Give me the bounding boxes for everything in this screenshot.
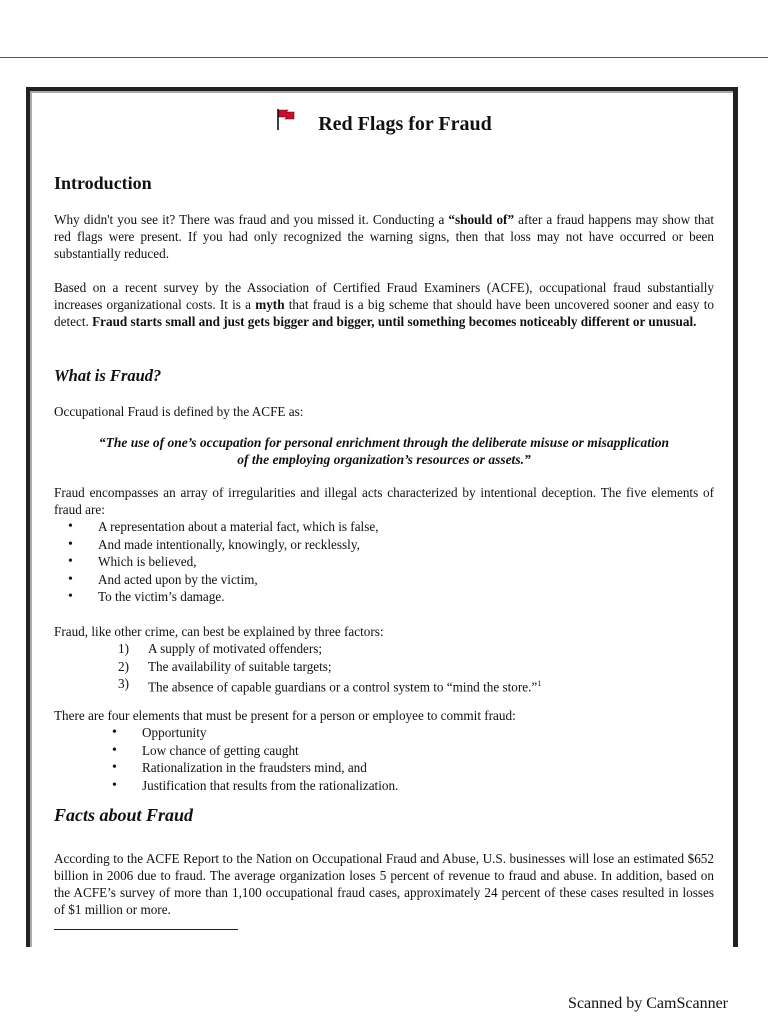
acfe-quote-text: “The use of one’s occupation for personal enrichment through the deliberate misuse or misapplication of the employing organization’s resources or assets.”: [98, 435, 670, 467]
what-is-fraud-heading: What is Fraud?: [54, 366, 162, 385]
four-elements-list: [98, 724, 714, 794]
definition-intro: [54, 403, 714, 420]
facts-heading: Facts about Fraud: [54, 805, 194, 825]
top-divider: [0, 57, 768, 58]
intro-p2-text-a: Based on a recent survey by the Association of Certified Fraud Examiners (ACFE), occupational fraud substantially increases organizational costs. It is a: [54, 280, 714, 312]
page-title: Red Flags for Fraud: [318, 113, 492, 135]
list-item: • Rationalization in the fraudsters mind, and: [98, 759, 714, 777]
intro-p1-bold: “should of”: [448, 212, 515, 227]
scanner-watermark: Scanned by CamScanner: [568, 995, 728, 1012]
encompasses-paragraph: [54, 484, 714, 518]
list-text: The availability of suitable targets;: [148, 658, 332, 674]
three-factors-list: [118, 640, 714, 696]
list-item: • Opportunity: [98, 724, 714, 742]
list-item: • And acted upon by the victim,: [54, 571, 714, 589]
intro-p2-bold: Fraud starts small and just gets bigger and bigger, until something becomes noticeably different or unusual.: [92, 314, 697, 329]
list-text: A supply of motivated offenders;: [148, 641, 323, 656]
intro-p2-text-b: that fraud is a big scheme that should have been uncovered sooner and easy to detect.: [54, 297, 714, 329]
list-item: • And made intentionally, knowingly, or recklessly,: [54, 536, 714, 554]
definition-intro-text: Occupational Fraud is defined by the ACFE as:: [54, 404, 304, 419]
facts-paragraph: [54, 850, 714, 918]
list-item: [118, 658, 714, 676]
four-elements-intro-text: There are four elements that must be present for a person or employee to commit fraud:: [54, 708, 516, 723]
list-item: [118, 640, 714, 658]
list-number: 2): [118, 658, 129, 674]
red-flag-icon: [276, 107, 296, 136]
footnote-divider: [54, 929, 238, 930]
list-item: [118, 675, 714, 696]
acfe-quote: [94, 434, 674, 468]
facts-text: According to the ACFE Report to the Nation on Occupational Fraud and Abuse, U.S. businesses will lose an estimated $652 billion in 2006 due to fraud. The average organization loses 5 percent of revenue to fraud and abuse. In addition, based on the ACFE’s survey of more than 1,100 occupational fraud cases, approximately 24 percent of these cases resulted in losses of $1 million or more.: [54, 851, 714, 917]
factors-intro: [54, 623, 714, 640]
document-frame: [26, 87, 738, 947]
list-number: 1): [118, 641, 129, 656]
list-item: • A representation about a material fact, which is false,: [54, 518, 714, 536]
factors-intro-text: Fraud, like other crime, can best be explained by three factors:: [54, 624, 384, 639]
intro-p2-myth: myth: [255, 297, 285, 312]
list-item: • Justification that results from the rationalization.: [98, 777, 714, 795]
intro-paragraph-2: [54, 279, 714, 330]
intro-paragraph-1: [54, 211, 714, 262]
intro-p1-text-b: after a fraud happens may show that red flags were present. If you had only recognized the warning signs, then that loss may not have occurred or been substantially reduced.: [54, 212, 714, 261]
list-item: • Low chance of getting caught: [98, 742, 714, 760]
footnote-mark: 1: [537, 679, 542, 688]
intro-p1-text-a: Why didn't you see it? There was fraud and you missed it. Conducting a: [54, 212, 449, 227]
list-number: 3): [118, 676, 129, 691]
list-item: • To the victim’s damage.: [54, 588, 714, 606]
four-elements-intro: [54, 707, 714, 724]
title-row: [54, 113, 714, 136]
list-item: • Which is believed,: [54, 553, 714, 571]
five-elements-list: [54, 518, 714, 606]
encompasses-text: Fraud encompasses an array of irregularities and illegal acts characterized by intentional deception. The five elements of fraud are:: [54, 485, 714, 517]
intro-heading: Introduction: [54, 173, 152, 193]
list-text: The absence of capable guardians or a control system to “mind the store.”: [148, 679, 538, 695]
